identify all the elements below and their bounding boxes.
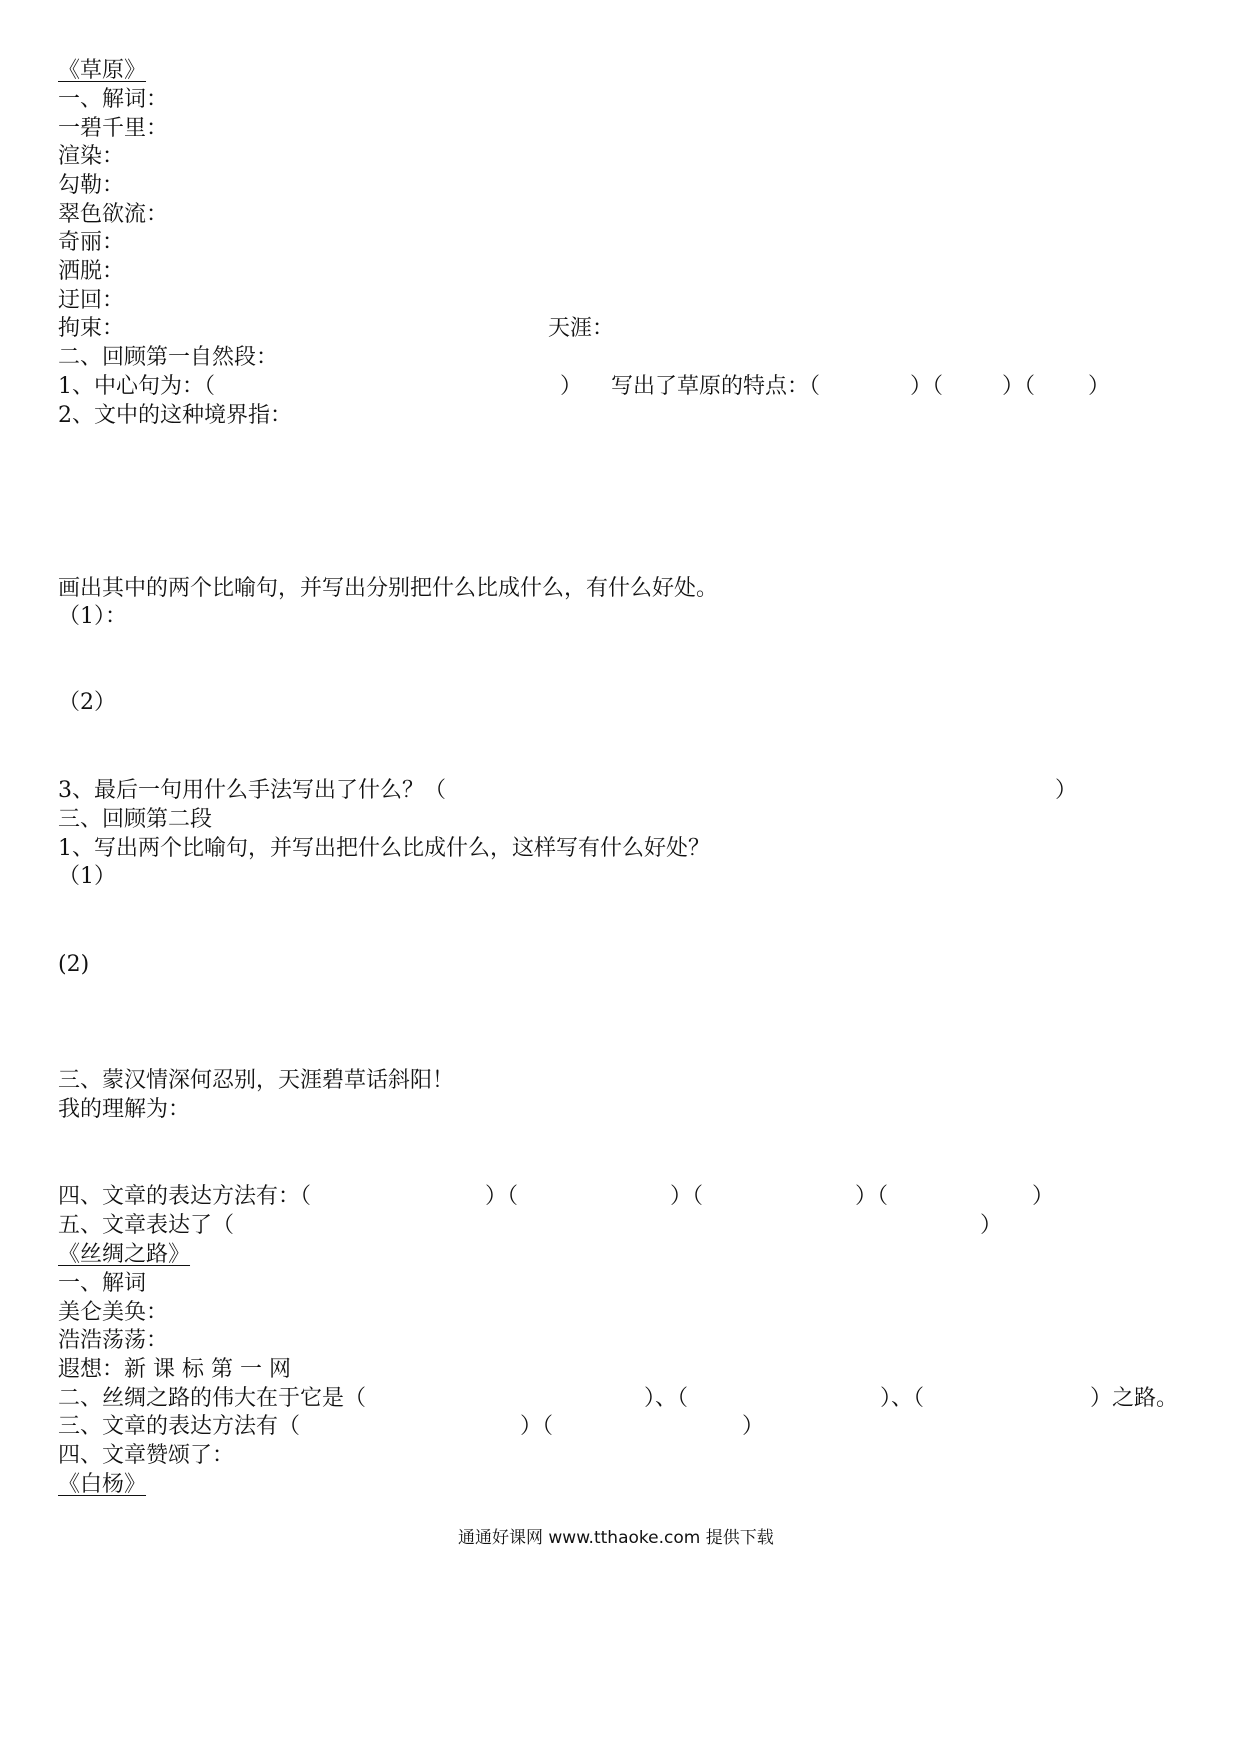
caoyuan-section1-heading: 一、解词： xyxy=(58,87,169,112)
expresses-paren-close: ） xyxy=(980,1213,1003,1238)
caoyuan-title: 《草原》 xyxy=(58,58,147,83)
my-understanding: 我的理解为： xyxy=(58,1097,191,1122)
para2-simile-1: （1） xyxy=(58,864,116,889)
q1-paren-3: ）（ xyxy=(1002,374,1036,399)
q2-realm: 2、文中的这种境界指： xyxy=(58,403,292,428)
simile-2: （2） xyxy=(58,690,116,715)
para2-q1: 1、写出两个比喻句，并写出把什么比成什么，这样写有什么好处？ xyxy=(58,836,710,861)
caoyuan-section3-heading: 三、回顾第二段 xyxy=(58,807,213,832)
silk-methods-paren-2: ）（ xyxy=(520,1414,554,1439)
simile-task: 画出其中的两个比喻句，并写出分别把什么比成什么，有什么好处。 xyxy=(58,576,719,601)
methods-paren-close: ） xyxy=(1032,1184,1055,1209)
word-xuanran: 渲染： xyxy=(58,144,125,169)
word-yuhui: 迂回： xyxy=(58,288,125,313)
simile-1: （1）： xyxy=(58,604,127,629)
q1-paren-4: ） xyxy=(1088,374,1111,399)
silk-greatness: 二、丝绸之路的伟大在于它是（ xyxy=(58,1386,367,1411)
mengha-heading: 三、蒙汉情深何忍别，天涯碧草话斜阳！ xyxy=(58,1068,455,1093)
greatness-paren-close: ）之路。 xyxy=(1090,1386,1179,1411)
word-jushu: 拘束： xyxy=(58,316,125,341)
silk-road-title: 《丝绸之路》 xyxy=(58,1242,191,1267)
word-qili: 奇丽： xyxy=(58,230,125,255)
baiyang-title: 《白杨》 xyxy=(58,1472,147,1497)
word-goule: 勾勒： xyxy=(58,173,125,198)
q3-paren-close: ） xyxy=(1055,778,1078,803)
q1-central-sentence: 1、中心句为：（ xyxy=(58,374,215,399)
greatness-paren-2: ）、（ xyxy=(644,1386,689,1411)
silk-section1-heading: 一、解词 xyxy=(58,1271,147,1296)
q1-features: 写出了草原的特点：（ xyxy=(611,374,821,399)
methods-paren-3: ）（ xyxy=(670,1184,704,1209)
silk-praises: 四、文章赞颂了： xyxy=(58,1443,235,1468)
word-meilunmeihuan: 美仑美奂： xyxy=(58,1300,169,1325)
expression-methods: 四、文章的表达方法有：（ xyxy=(58,1184,312,1209)
greatness-paren-3: ）、（ xyxy=(880,1386,925,1411)
footer-download-note: 通通好课网 www.tthaoke.com 提供下载 xyxy=(458,1528,774,1548)
word-haohaodangdang: 浩浩荡荡： xyxy=(58,1328,169,1353)
word-yibiqianli: 一碧千里： xyxy=(58,116,169,141)
para2-simile-2: (2) xyxy=(58,952,90,977)
methods-paren-2: ）（ xyxy=(485,1184,519,1209)
word-xiaxiang: 遐想：新 课 标 第 一 网 xyxy=(58,1357,291,1382)
word-cuiseyuliu: 翠色欲流： xyxy=(58,202,169,227)
article-expresses: 五、文章表达了（ xyxy=(58,1213,235,1238)
q1-paren-close: ） xyxy=(560,374,583,399)
silk-methods-paren-close: ） xyxy=(742,1414,765,1439)
silk-expression-methods: 三、文章的表达方法有（ xyxy=(58,1414,301,1439)
caoyuan-section2-heading: 二、回顾第一自然段： xyxy=(58,345,279,370)
word-tianya: 天涯： xyxy=(548,316,615,341)
word-satuo: 洒脱： xyxy=(58,259,125,284)
q3-last-sentence: 3、最后一句用什么手法写出了什么？（ xyxy=(58,778,446,803)
methods-paren-4: ）（ xyxy=(855,1184,889,1209)
q1-paren-2: ）（ xyxy=(910,374,944,399)
